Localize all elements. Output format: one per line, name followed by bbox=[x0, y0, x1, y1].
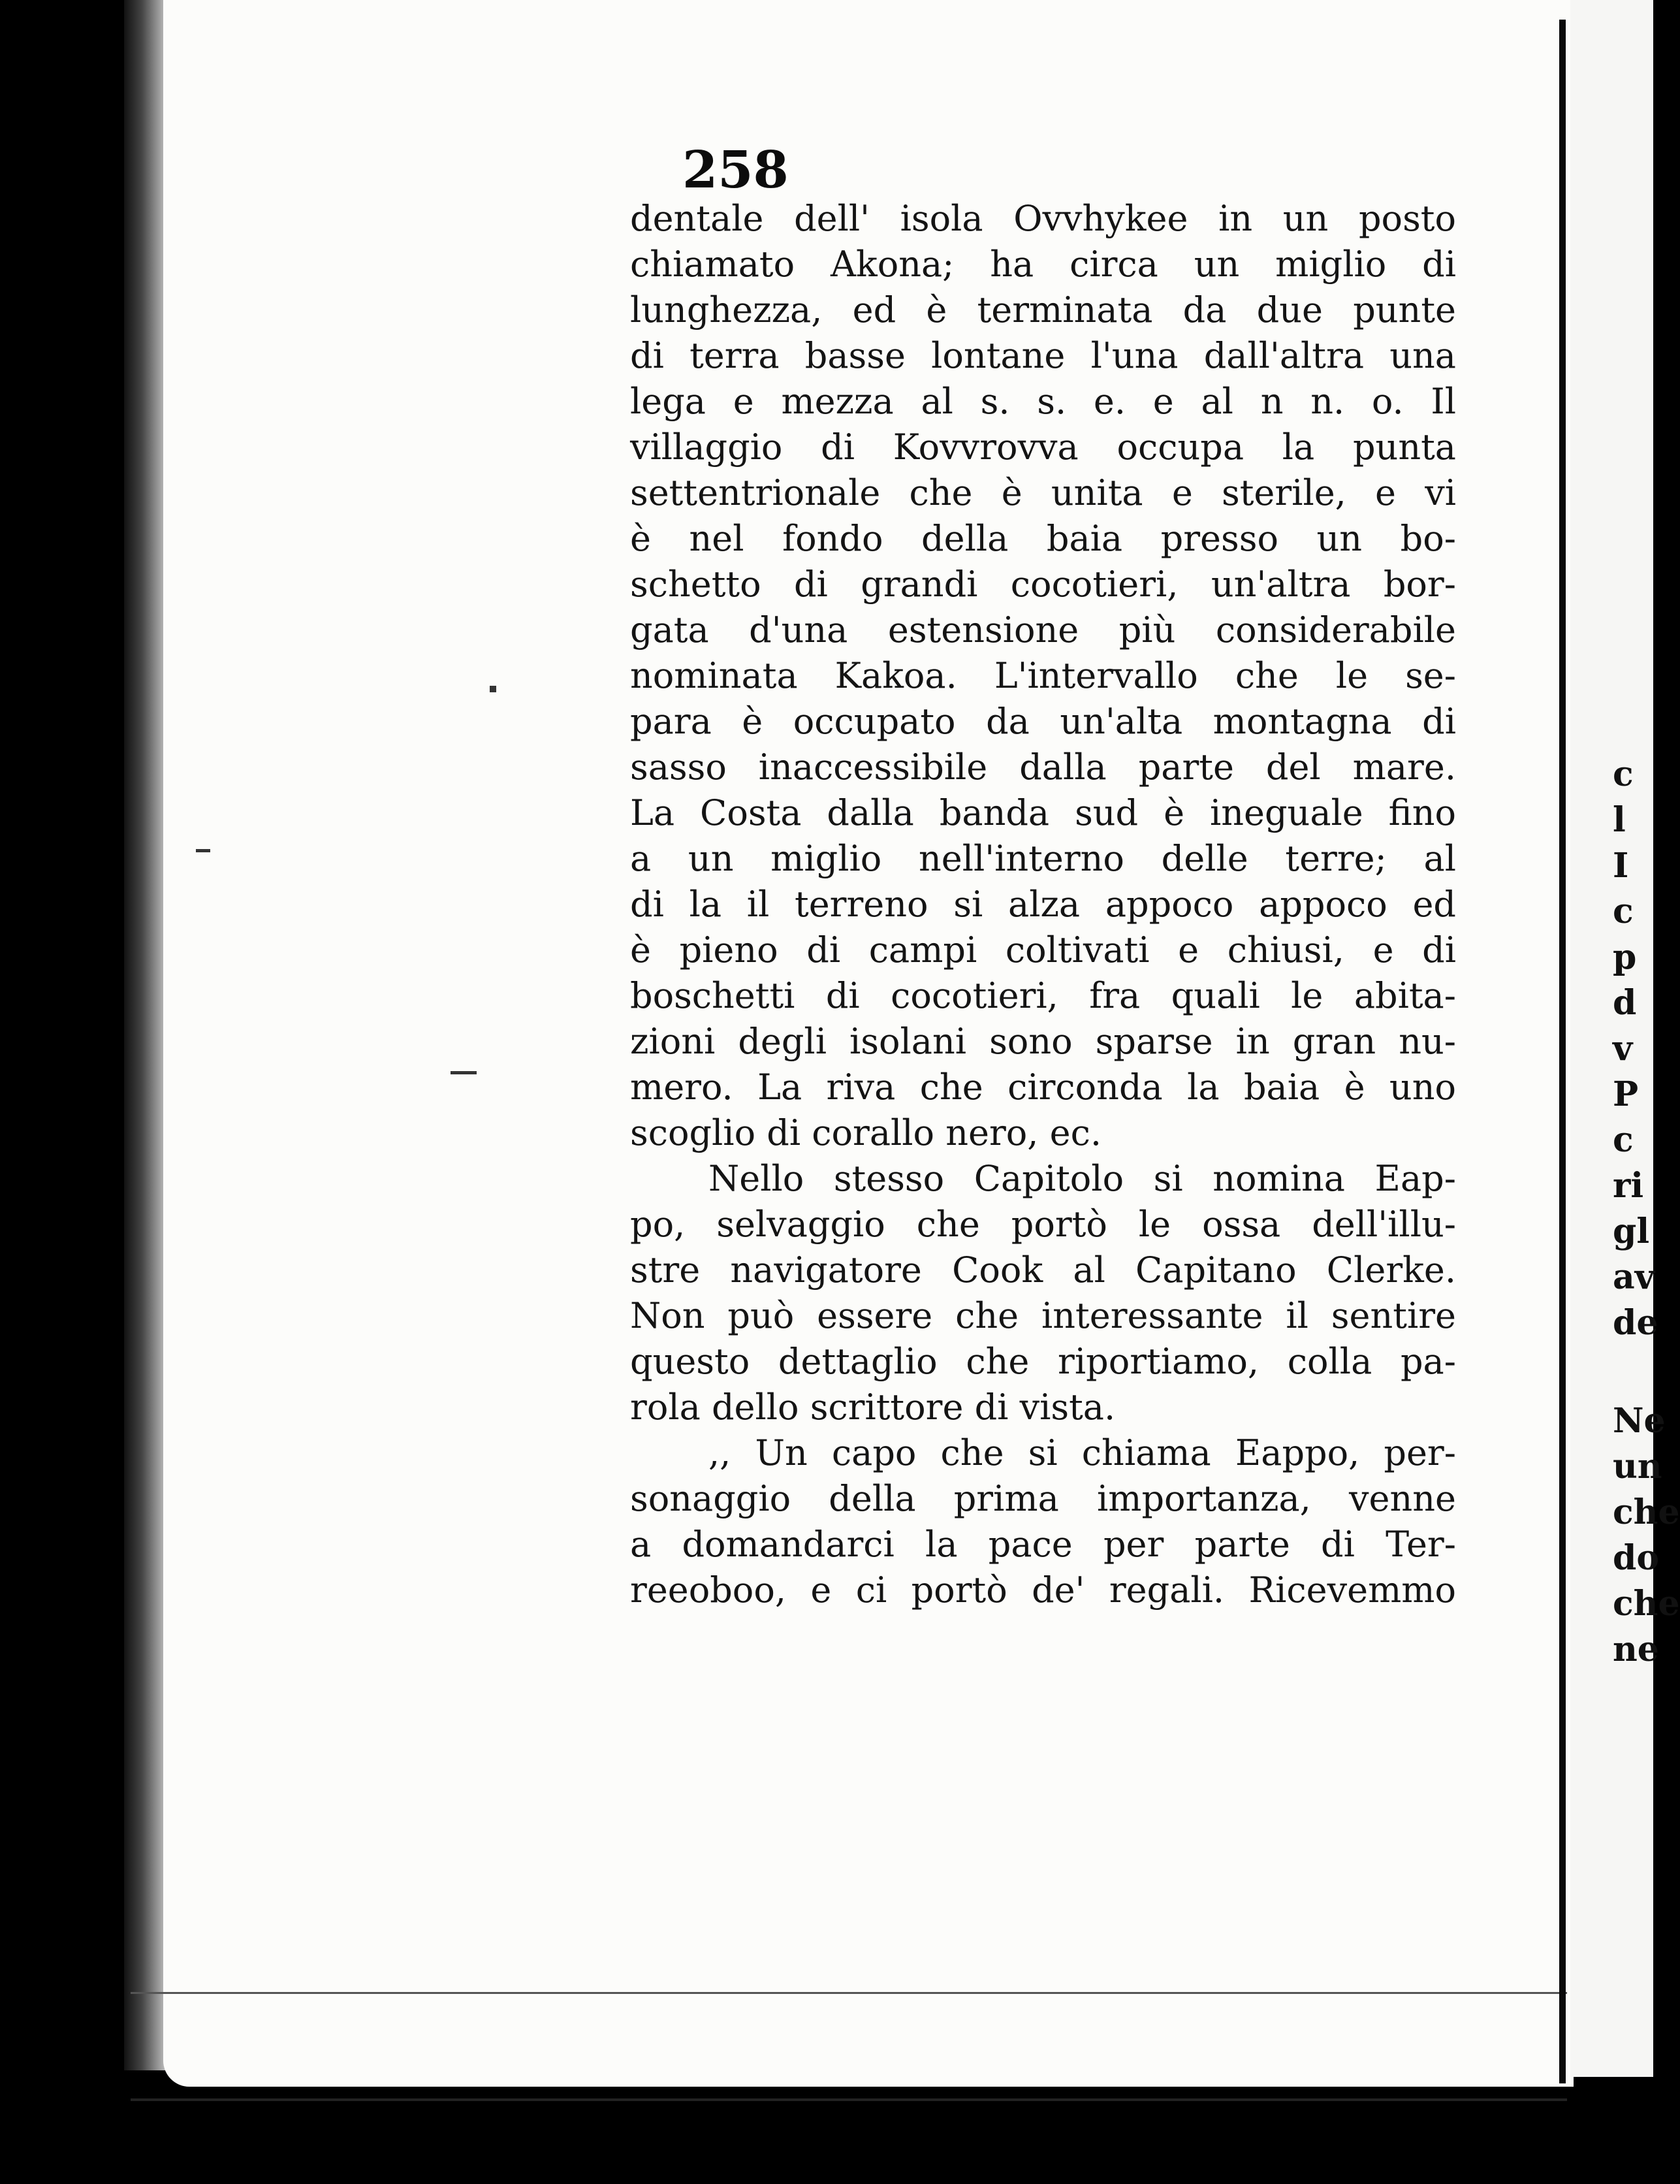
text-line: Non può essere che interessante il sentire bbox=[630, 1295, 1456, 1336]
text-line: è nel fondo della baia presso un bo- bbox=[630, 518, 1456, 559]
text-line: para è occupato da un'alta montagna di bbox=[630, 701, 1456, 742]
fragment: d bbox=[1613, 983, 1637, 1023]
fragment: av bbox=[1613, 1257, 1655, 1297]
right-page-edge bbox=[1570, 0, 1653, 2077]
text-line: scoglio di corallo nero, ec. bbox=[630, 1112, 1102, 1153]
text-line: a domandarci la pace per parte di Ter- bbox=[630, 1524, 1456, 1565]
text-line: boschetti di cocotieri, fra quali le abita- bbox=[630, 975, 1456, 1016]
text-line: ,, Un capo che si chiama Eappo, per- bbox=[708, 1432, 1456, 1473]
text-line: gata d'una estensione più considerabile bbox=[630, 609, 1456, 650]
fragment: gl bbox=[1613, 1212, 1650, 1251]
page-divider bbox=[1559, 20, 1566, 2083]
text-line: chiamato Akona; ha circa un miglio di bbox=[630, 244, 1456, 285]
text-line: a un miglio nell'interno delle terre; al bbox=[630, 838, 1456, 879]
fragment: p bbox=[1613, 937, 1637, 977]
fragment: l bbox=[1613, 800, 1626, 840]
page-number: 258 bbox=[682, 140, 789, 200]
text-line: dentale dell' isola Ovvhykee in un posto bbox=[630, 198, 1456, 239]
text-line: rola dello scrittore di vista. bbox=[630, 1387, 1116, 1428]
text-line: nominata Kakoa. L'intervallo che le se- bbox=[630, 655, 1456, 696]
text-line: di la il terreno si alza appoco appoco ed bbox=[630, 884, 1456, 925]
fragment: I bbox=[1613, 846, 1629, 886]
text-line: di terra basse lontane l'una dall'altra una bbox=[630, 335, 1456, 376]
text-line: villaggio di Kovvrovva occupa la punta bbox=[630, 426, 1456, 468]
ink-speck bbox=[451, 1071, 477, 1074]
fragment: c bbox=[1613, 891, 1634, 931]
fragment: v bbox=[1613, 1029, 1633, 1068]
fragment: che bbox=[1613, 1492, 1680, 1532]
text-line: questo dettaglio che riportiamo, colla pa- bbox=[630, 1341, 1456, 1382]
fragment: c bbox=[1613, 1120, 1634, 1160]
fragment: Ne bbox=[1613, 1401, 1666, 1441]
fragment: ne bbox=[1613, 1630, 1659, 1669]
text-line: La Costa dalla banda sud è ineguale fino bbox=[630, 792, 1456, 833]
page-edge-lines bbox=[131, 1992, 1567, 2101]
ink-speck bbox=[196, 849, 210, 852]
fragment: c bbox=[1613, 754, 1634, 794]
text-line: Nello stesso Capitolo si nomina Eap- bbox=[708, 1158, 1456, 1199]
fragment: che bbox=[1613, 1584, 1680, 1624]
text-line: mero. La riva che circonda la baia è uno bbox=[630, 1067, 1456, 1108]
text-line: settentrionale che è unita e sterile, e vi bbox=[630, 472, 1456, 513]
ink-speck bbox=[490, 686, 496, 692]
text-line: reeoboo, e ci portò de' regali. Ricevemmo bbox=[630, 1569, 1456, 1611]
text-line: schetto di grandi cocotieri, un'altra bor- bbox=[630, 564, 1456, 605]
body-text bbox=[630, 196, 1456, 1613]
text-line: zioni degli isolani sono sparse in gran nu- bbox=[630, 1021, 1456, 1062]
text-line: stre navigatore Cook al Capitano Clerke. bbox=[630, 1249, 1456, 1291]
fragment: un bbox=[1613, 1447, 1662, 1486]
text-line: lunghezza, ed è terminata da due punte bbox=[630, 289, 1456, 330]
fragment: do bbox=[1613, 1538, 1660, 1578]
text-line: è pieno di campi coltivati e chiusi, e di bbox=[630, 929, 1456, 971]
text-line: lega e mezza al s. s. e. e al n n. o. Il bbox=[630, 381, 1456, 422]
fragment: de bbox=[1613, 1303, 1658, 1343]
text-line: po, selvaggio che portò le ossa dell'illu- bbox=[630, 1204, 1456, 1245]
fragment: P bbox=[1613, 1074, 1639, 1114]
fragment: ri bbox=[1613, 1166, 1644, 1206]
text-line: sonaggio della prima importanza, venne bbox=[630, 1478, 1456, 1519]
text-line: sasso inaccessibile dalla parte del mare. bbox=[630, 747, 1456, 788]
